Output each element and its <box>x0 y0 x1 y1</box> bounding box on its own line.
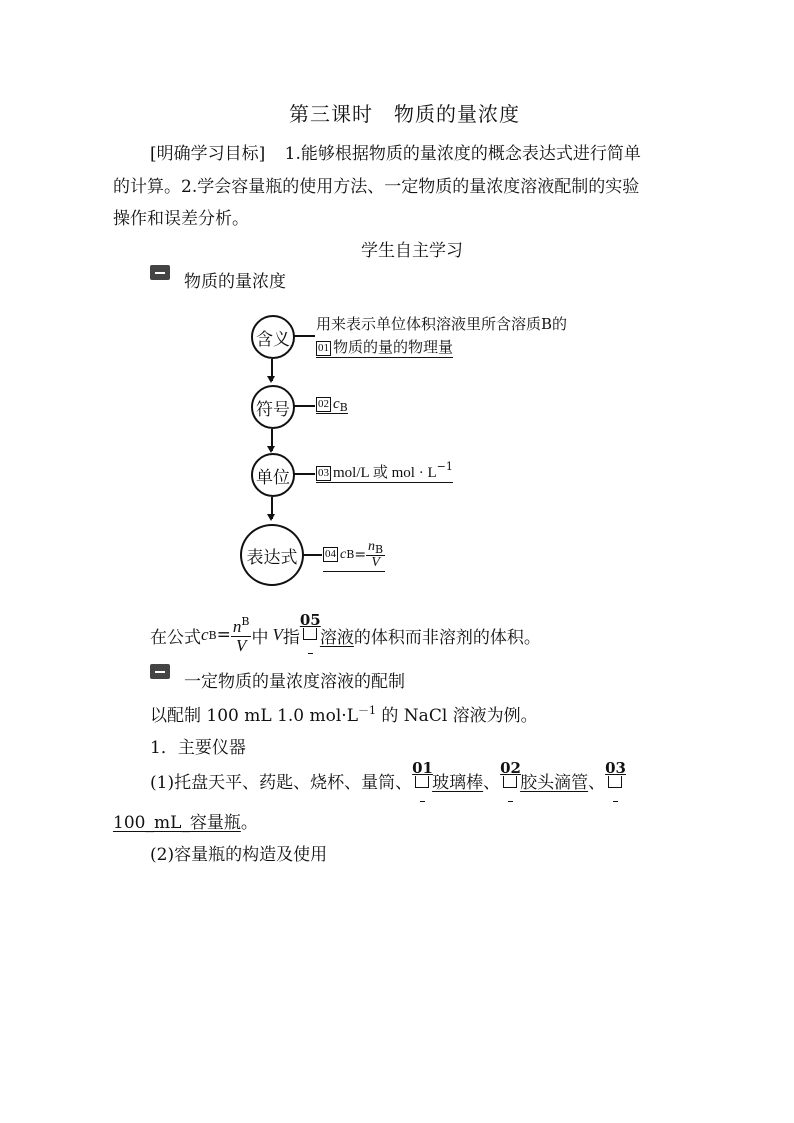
expr-c: c <box>340 546 347 562</box>
blank-01 <box>412 759 433 793</box>
objectives-text-1: 1.能够根据物质的量浓度的概念表达式进行简单 <box>284 144 641 164</box>
formula-fraction <box>231 616 252 654</box>
blank-02-answer: 胶头滴管 <box>520 773 589 793</box>
objectives-tag: [明确学习目标] <box>150 144 266 164</box>
example-line <box>150 701 538 726</box>
line-end: 。 <box>240 813 258 833</box>
section-one-icon <box>150 265 170 280</box>
formula-n: n <box>232 617 242 636</box>
symbol-c: c <box>333 396 340 412</box>
expression-answer <box>323 539 385 572</box>
example-text: 以配制 100 mL 1.0 mol·L <box>150 706 358 726</box>
node-unit-label: 单位 <box>256 467 290 488</box>
blank-03-box <box>608 776 622 788</box>
blank-05-answer: 溶液 <box>319 627 354 648</box>
example-tail: 的 NaCl 溶液为例。 <box>376 706 538 726</box>
answer-number-01: 01 <box>318 342 329 354</box>
part1-heading: 物质的量浓度 <box>184 272 286 292</box>
blank-02-dash <box>508 801 513 802</box>
unit-sup: −1 <box>436 460 453 473</box>
blank-05-box <box>303 628 317 640</box>
node-expression <box>240 524 304 586</box>
answer-number-02: 02 <box>318 398 329 410</box>
blank-02 <box>500 759 521 793</box>
blank-02-number: 02 <box>500 759 521 777</box>
page-title: 第三课时 物质的量浓度 <box>289 102 520 126</box>
formula-n-sup: B <box>241 615 250 628</box>
objectives-line-2: 的计算。2.学会容量瓶的使用方法、一定物质的量浓度溶液配制的实验 <box>113 177 640 197</box>
blank-03-number: 03 <box>605 759 626 777</box>
blank-01-dash <box>420 801 425 802</box>
blank-05-number: 05 <box>299 611 321 629</box>
blank-03-dash <box>613 801 618 802</box>
expr-c-sub: B <box>346 548 355 561</box>
expr-equals: = <box>354 546 367 563</box>
separator-2: 、 <box>588 773 606 793</box>
formula-v2: V <box>272 625 283 644</box>
blank-01-number: 01 <box>412 759 433 777</box>
separator-1: 、 <box>483 773 501 793</box>
example-sup: －1 <box>358 704 376 717</box>
instruments-line-2 <box>113 808 258 833</box>
formula-equals: = <box>216 625 231 645</box>
meaning-answer: 物质的量的物理量 <box>333 338 454 356</box>
arrow-down-1 <box>271 359 273 381</box>
node-unit <box>251 453 295 497</box>
blank-05 <box>299 611 321 645</box>
expr-n: n <box>368 539 376 554</box>
connector-symbol <box>293 405 315 407</box>
arrow-down-3 <box>271 497 273 519</box>
formula-prefix: 在公式 <box>150 627 201 648</box>
node-meaning <box>251 315 295 359</box>
node-meaning-label: 含义 <box>256 329 290 350</box>
formula-c-sub: B <box>208 628 217 642</box>
unit-answer <box>316 460 453 482</box>
symbol-sub: B <box>339 401 348 414</box>
formula-mid: 中 <box>251 627 269 648</box>
arrow-down-2 <box>271 429 273 451</box>
meaning-line-2 <box>316 336 453 357</box>
section-two-icon <box>150 664 170 679</box>
formula-suffix: 的体积而非溶剂的体积。 <box>353 627 541 648</box>
blank-01-box <box>415 776 429 788</box>
expr-fraction <box>366 539 385 570</box>
answer-number-04: 04 <box>325 548 336 560</box>
expr-v: V <box>371 555 380 570</box>
formula-zhi: 指 <box>282 627 300 648</box>
objectives-line-1 <box>150 139 641 164</box>
symbol-answer <box>316 394 348 414</box>
blank-01-answer: 玻璃棒 <box>432 773 484 793</box>
formula-sentence <box>150 611 541 655</box>
connector-meaning <box>293 335 315 337</box>
meaning-line-1: 用来表示单位体积溶液里所含溶质B的 <box>316 315 568 333</box>
instruments-prefix: (1)托盘天平、药匙、烧杯、量筒、 <box>150 773 413 793</box>
subsection-instruments: 1．主要仪器 <box>150 738 246 758</box>
formula-v: V <box>235 636 247 655</box>
connector-unit <box>293 473 315 475</box>
part2-heading: 一定物质的量浓度溶液的配制 <box>184 672 405 692</box>
formula-c: c <box>201 625 209 644</box>
concept-diagram <box>230 295 602 601</box>
blank-03 <box>605 759 626 793</box>
blank-02-box <box>503 776 517 788</box>
node-expression-label: 表达式 <box>246 547 298 568</box>
node-symbol <box>251 385 295 429</box>
answer-number-03: 03 <box>318 467 329 479</box>
section-heading: 学生自主学习 <box>361 241 463 261</box>
objectives-line-3: 操作和误差分析。 <box>113 209 249 229</box>
node-symbol-label: 符号 <box>256 399 290 420</box>
expr-n-sub: B <box>375 543 384 556</box>
blank-05-dash <box>308 653 313 654</box>
unit-value: mol/L 或 mol · L <box>333 465 437 481</box>
item-volumetric-flask: (2)容量瓶的构造及使用 <box>150 845 328 865</box>
connector-expression <box>302 554 322 556</box>
blank-03-answer: 100_mL_容量瓶 <box>113 813 241 833</box>
instruments-line-1 <box>150 759 626 793</box>
